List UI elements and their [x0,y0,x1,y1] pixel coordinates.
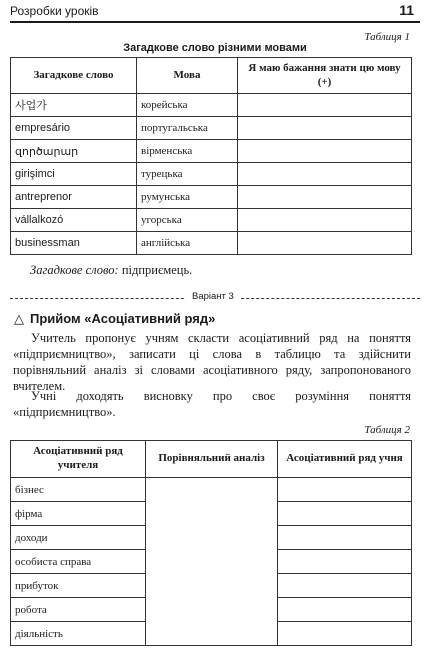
word-cell: antreprenor [11,186,137,209]
table-row [11,140,412,163]
student-word-cell [278,598,412,622]
student-word-cell [278,526,412,550]
word-cell: 사업가 [11,94,137,117]
language-cell: турецька [137,163,238,186]
student-word-cell [278,574,412,598]
header-rule [10,21,420,23]
wish-cell [238,232,412,255]
table-row [11,186,412,209]
teacher-word-cell: фірма [11,502,146,526]
language-cell: англійська [137,232,238,255]
table1-number: Таблиця 1 [364,31,410,43]
page-header [10,0,420,22]
wish-cell [238,209,412,232]
answer-value: підприємець. [118,263,193,277]
wish-cell [238,140,412,163]
table2-number: Таблиця 2 [364,424,410,436]
table-row [11,209,412,232]
table-row [11,117,412,140]
word-cell: businessman [11,232,137,255]
variant-label: Варіант 3 [186,291,240,302]
wish-cell [238,186,412,209]
language-cell: румунська [137,186,238,209]
wish-cell [238,163,412,186]
column-header: Порівняльний аналіз [146,441,278,478]
table-row [11,163,412,186]
table-row [11,232,412,255]
mystery-word-table [10,57,412,255]
column-header: Асоціативний ряд учня [278,441,412,478]
association-table [10,440,412,646]
table-row [11,94,412,117]
word-cell: vállalkozó [11,209,137,232]
wish-cell [238,94,412,117]
column-header: Загадкове слово [11,58,137,94]
language-cell: вірменська [137,140,238,163]
language-cell: португальська [137,117,238,140]
conclusion-paragraph: Учні доходять висновку про своє розуміння поняття «підприємництво». [13,389,411,419]
student-word-cell [278,550,412,574]
method-heading [14,311,215,327]
student-word-cell [278,622,412,646]
table-header-row [11,441,412,478]
teacher-word-cell: діяльність [11,622,146,646]
table-header-row [11,58,412,94]
answer-label: Загадкове слово: [30,263,119,277]
analysis-cell [146,478,278,646]
column-header: Мова [137,58,238,94]
teacher-word-cell: прибуток [11,574,146,598]
instruction-paragraph: Учитель пропонує учням скласти асоціативний ряд на поняття «підприємництво», записати ці слова в таблицю та здійснити порівняльний аналіз зі словами асоціативного ряду, запропонованого вчителем. [13,331,411,393]
page-number: 11 [399,2,414,18]
method-title: Прийом «Асоціативний ряд» [30,311,216,326]
student-word-cell [278,478,412,502]
teacher-word-cell: особиста справа [11,550,146,574]
word-cell: զործարար [11,140,137,163]
triangle-icon: △ [14,311,24,326]
teacher-word-cell: бізнес [11,478,146,502]
teacher-word-cell: робота [11,598,146,622]
answer-line [30,263,192,278]
section-title: Розробки уроків [10,4,99,18]
table-row [11,478,412,502]
student-word-cell [278,502,412,526]
word-cell: empresário [11,117,137,140]
language-cell: угорська [137,209,238,232]
teacher-word-cell: доходи [11,526,146,550]
wish-cell [238,117,412,140]
table1-caption: Загадкове слово різними мовами [123,42,307,54]
column-header: Я маю бажання знати цю мову (+) [238,58,412,94]
word-cell: girişimci [11,163,137,186]
language-cell: корейська [137,94,238,117]
column-header: Асоціативний ряд учителя [11,441,146,478]
